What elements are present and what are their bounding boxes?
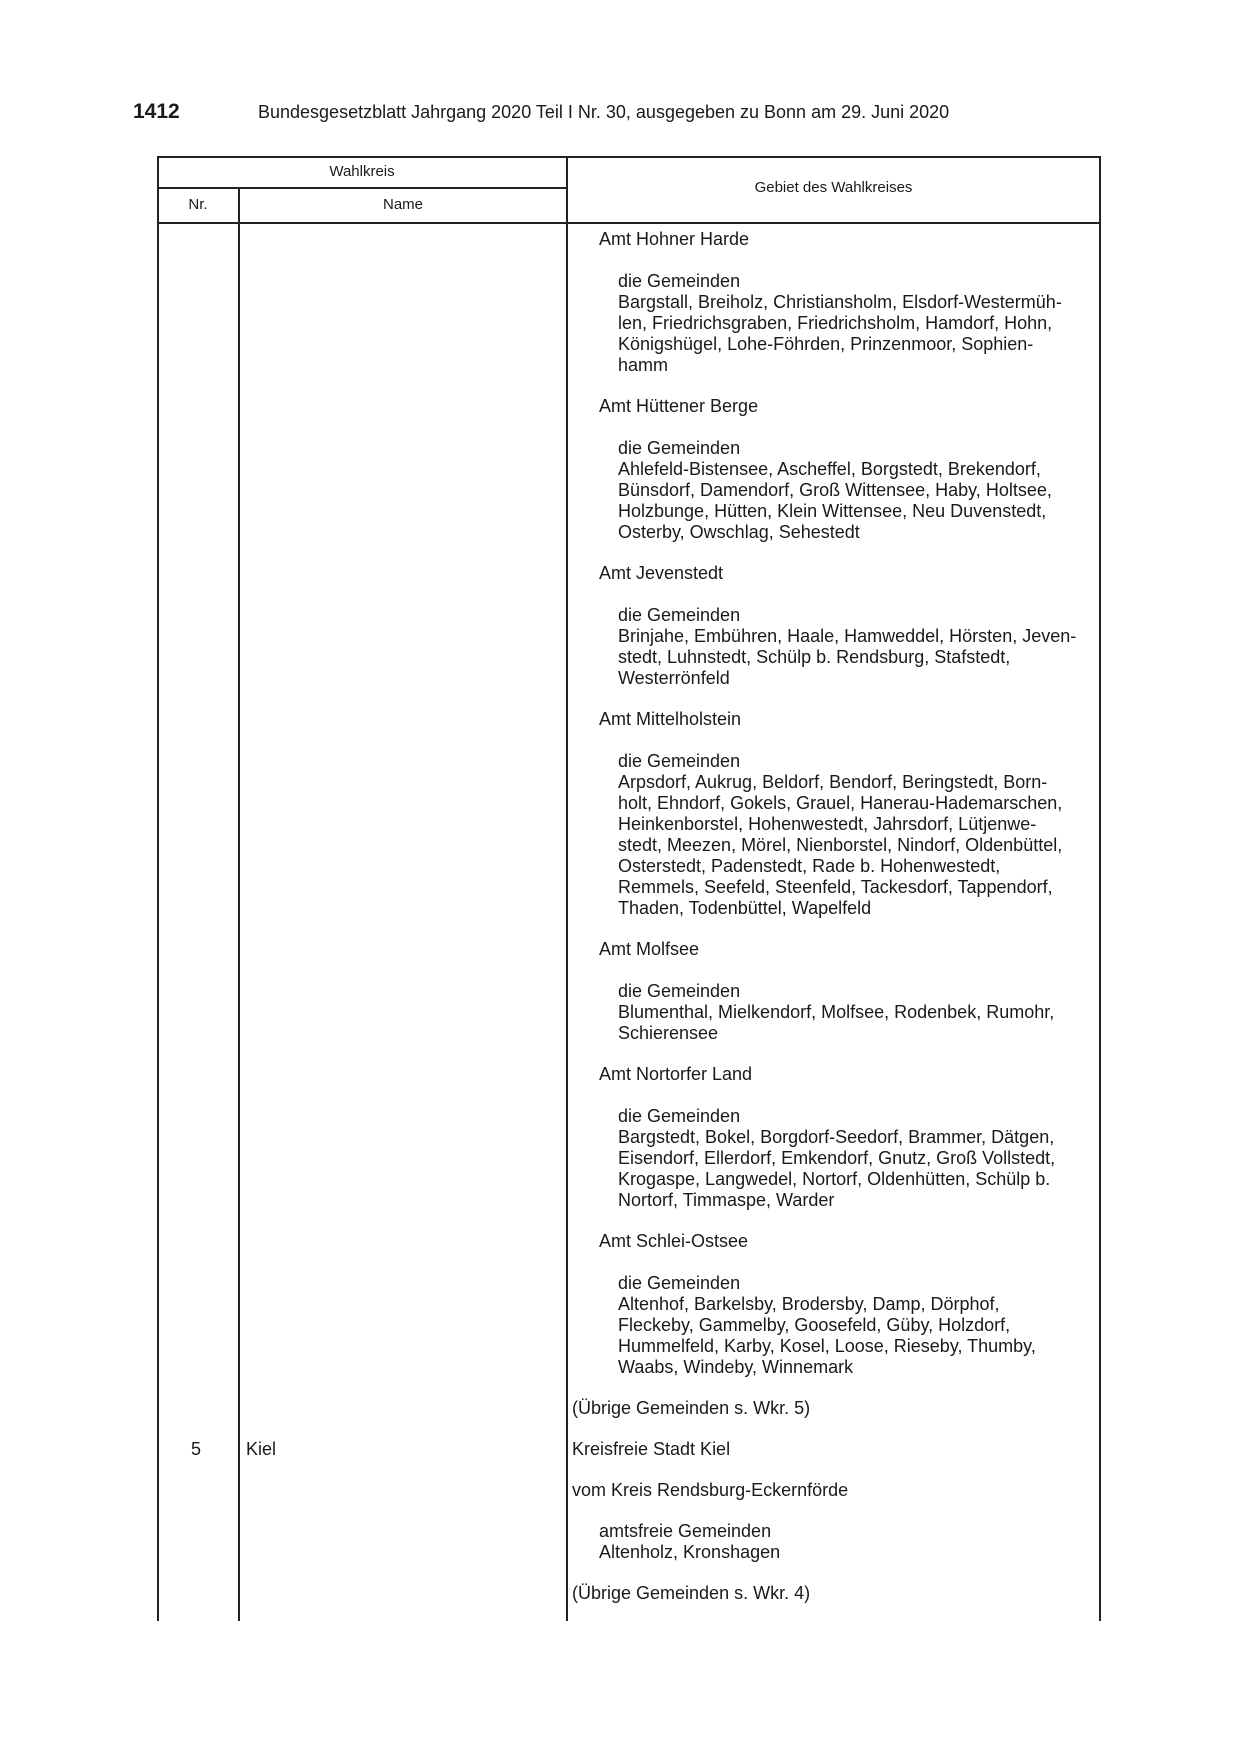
gemeinden-label: die Gemeinden	[618, 1106, 741, 1126]
header-nr: Nr.	[188, 196, 208, 213]
entry-amt-molfsee	[566, 939, 1095, 1044]
gemeinden-line: Holzbunge, Hütten, Klein Wittensee, Neu Duvenstedt,	[618, 501, 1047, 521]
amtsfrei-label: amtsfreie Gemeinden	[599, 1521, 772, 1541]
gemeinden-label: die Gemeinden	[618, 605, 741, 625]
gemeinden-line: Ahlefeld-Bistensee, Ascheffel, Borgstedt, Brekendorf,	[618, 459, 1041, 479]
kiel-kreis: vom Kreis Rendsburg-Eckernförde	[572, 1480, 849, 1500]
gemeinden-label: die Gemeinden	[618, 981, 741, 1001]
gemeinden-block	[566, 1273, 1095, 1378]
gemeinden-line: Krogaspe, Langwedel, Nortorf, Oldenhütten, Schülp b.	[618, 1169, 1051, 1189]
gemeinden-line: Eisendorf, Ellerdorf, Emkendorf, Gnutz, Groß Vollstedt,	[618, 1148, 1056, 1168]
gemeinden-line: Blumenthal, Mielkendorf, Molfsee, Rodenbek, Rumohr,	[618, 1002, 1055, 1022]
gemeinden-label: die Gemeinden	[618, 271, 741, 291]
gemeinden-line: len, Friedrichsgraben, Friedrichsholm, Hamdorf, Hohn,	[618, 313, 1053, 333]
gemeinden-line: Fleckeby, Gammelby, Goosefeld, Güby, Holzdorf,	[618, 1315, 1011, 1335]
gemeinden-line: Bünsdorf, Damendorf, Groß Wittensee, Haby, Holtsee,	[618, 480, 1052, 500]
gemeinden-line: Nortorf, Timmaspe, Warder	[618, 1190, 835, 1210]
gemeinden-line: Westerrönfeld	[618, 668, 730, 688]
gemeinden-line: Osterby, Owschlag, Sehestedt	[618, 522, 860, 542]
gemeinden-block	[566, 605, 1095, 689]
table-top-border	[157, 156, 1101, 158]
gemeinden-block	[566, 271, 1095, 376]
entry-amt-jevenstedt	[566, 563, 1095, 689]
gemeinden-line: stedt, Meezen, Mörel, Nienborstel, Nindorf, Oldenbüttel,	[618, 835, 1063, 855]
gemeinden-block	[566, 1106, 1095, 1211]
amt-title: Amt Schlei-Ostsee	[599, 1231, 749, 1251]
kiel-stadt: Kreisfreie Stadt Kiel	[572, 1439, 731, 1459]
gemeinden-label: die Gemeinden	[618, 751, 741, 771]
gemeinden-line: Osterstedt, Padenstedt, Rade b. Hohenwestedt,	[618, 856, 1001, 876]
header-name: Name	[382, 196, 423, 213]
table-header-bottom-border	[157, 222, 1101, 224]
gemeinden-block	[566, 438, 1095, 543]
entry-amt-hohner-harde	[566, 229, 1095, 376]
gemeinden-line: Bargstedt, Bokel, Borgdorf-Seedorf, Brammer, Dätgen,	[618, 1127, 1055, 1147]
entry-amt-huettener-berge	[566, 396, 1095, 543]
gemeinden-line: holt, Ehndorf, Gokels, Grauel, Hanerau-Hademarschen,	[618, 793, 1063, 813]
entry-amt-nortorfer-land	[566, 1064, 1095, 1211]
entry-amt-mittelholstein	[566, 709, 1095, 919]
header-wahlkreis: Wahlkreis	[329, 163, 395, 180]
amt-title: Amt Hohner Harde	[599, 229, 750, 249]
gemeinden-line: hamm	[618, 355, 669, 375]
gemeinden-label: die Gemeinden	[618, 438, 741, 458]
gemeinden-line: Arpsdorf, Aukrug, Beldorf, Bendorf, Beringstedt, Born-	[618, 772, 1048, 792]
gemeinden-line: stedt, Luhnstedt, Schülp b. Rendsburg, Stafstedt,	[618, 647, 1011, 667]
note-uebrige-wkr4: (Übrige Gemeinden s. Wkr. 4)	[572, 1583, 811, 1603]
amt-title: Amt Jevenstedt	[599, 563, 724, 583]
header-gebiet: Gebiet des Wahlkreises	[754, 179, 913, 196]
gemeinden-line: Hummelfeld, Karby, Kosel, Loose, Rieseby, Thumby,	[618, 1336, 1036, 1356]
table-nr-divider	[238, 187, 240, 1621]
gemeinden-line: Bargstall, Breiholz, Christiansholm, Elsdorf-Westermüh-	[618, 292, 1062, 312]
gemeinden-line: Remmels, Seefeld, Steenfeld, Tackesdorf, Tappendorf,	[618, 877, 1053, 897]
gebiet-content	[566, 229, 1095, 1624]
amt-title: Amt Mittelholstein	[599, 709, 742, 729]
page-header-title: Bundesgesetzblatt Jahrgang 2020 Teil I Nr. 30, ausgegeben zu Bonn am 29. Juni 2020	[258, 102, 950, 122]
amt-title: Amt Hüttener Berge	[599, 396, 759, 416]
amt-title: Amt Nortorfer Land	[599, 1064, 753, 1084]
gemeinden-line: Thaden, Todenbüttel, Wapelfeld	[618, 898, 872, 918]
gemeinden-block	[566, 751, 1095, 919]
row-nr-5: 5	[191, 1439, 202, 1459]
page-number: 1412	[133, 100, 180, 123]
table-left-border	[157, 156, 159, 1621]
amt-title: Amt Molfsee	[599, 939, 700, 959]
gemeinden-line: Brinjahe, Embühren, Haale, Hamweddel, Hörsten, Jeven-	[618, 626, 1077, 646]
note-uebrige-wkr5: (Übrige Gemeinden s. Wkr. 5)	[572, 1398, 811, 1418]
gemeinden-line: Königshügel, Lohe-Föhrden, Prinzenmoor, Sophien-	[618, 334, 1034, 354]
entry-amt-schlei-ostsee	[566, 1231, 1095, 1378]
table-group-divider	[157, 187, 567, 189]
gemeinden-label: die Gemeinden	[618, 1273, 741, 1293]
gemeinden-line: Schierensee	[618, 1023, 719, 1043]
gemeinden-line: Altenhof, Barkelsby, Brodersby, Damp, Dörphof,	[618, 1294, 1000, 1314]
table-right-border	[1099, 156, 1101, 1621]
amtsfrei-list: Altenholz, Kronshagen	[599, 1542, 781, 1562]
row-name-kiel: Kiel	[246, 1439, 277, 1459]
gemeinden-block	[566, 981, 1095, 1044]
amtsfreie-gemeinden-block	[566, 1521, 1095, 1563]
gemeinden-line: Waabs, Windeby, Winnemark	[618, 1357, 854, 1377]
gemeinden-line: Heinkenborstel, Hohenwestedt, Jahrsdorf, Lütjenwe-	[618, 814, 1037, 834]
